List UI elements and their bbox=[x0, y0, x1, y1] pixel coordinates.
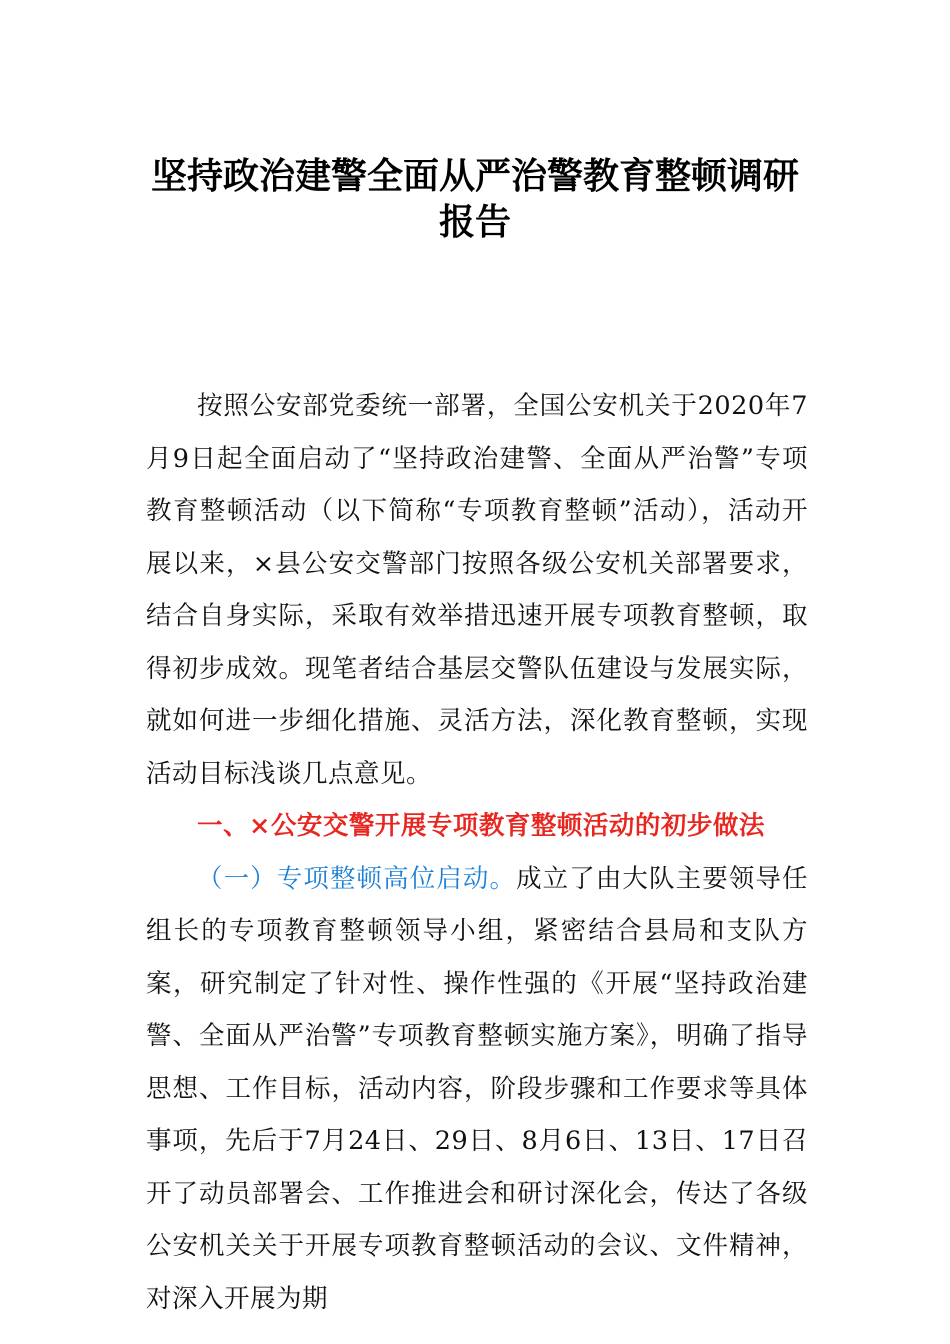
subsection-paragraph-1 bbox=[146, 853, 808, 1326]
subsection-heading-1: （一）专项整顿高位启动。 bbox=[197, 863, 517, 894]
document-title-line-1: 坚持政治建警全面从严治警教育整顿调研 bbox=[150, 155, 799, 197]
section-heading-1: 一、×公安交警开展专项教育整顿活动的初步做法 bbox=[197, 811, 765, 841]
document-body bbox=[146, 380, 808, 1325]
subsection-text-1: 成立了由大队主要领导任组长的专项教育整顿领导小组，紧密结合县局和支队方案，研究制定了针对性、操作性强的《开展“坚持政治建警、全面从严治警”专项教育整顿实施方案》，明确了指导思想、工作目标，活动内容，阶段步骤和工作要求等具体事项，先后于7月24日、29日、8月6日、13日、17日召开了动员部署会、工作推进会和研讨深化会，传达了各级公安机关关于开展专项教育整顿活动的会议、文件精神，对深入开展为期 bbox=[146, 863, 808, 1314]
intro-paragraph: 按照公安部党委统一部署，全国公安机关于2020年7月9日起全面启动了“坚持政治建警、全面从严治警”专项教育整顿活动（以下简称“专项教育整顿”活动），活动开展以来，×县公安交警部门按照各级公安机关部署要求，结合自身实际，采取有效举措迅速开展专项教育整顿，取得初步成效。现笔者结合基层交警队伍建设与发展实际，就如何进一步细化措施、灵活方法，深化教育整顿，实现活动目标浅谈几点意见。 bbox=[146, 391, 808, 789]
document-title-line-2: 报告 bbox=[438, 201, 511, 243]
